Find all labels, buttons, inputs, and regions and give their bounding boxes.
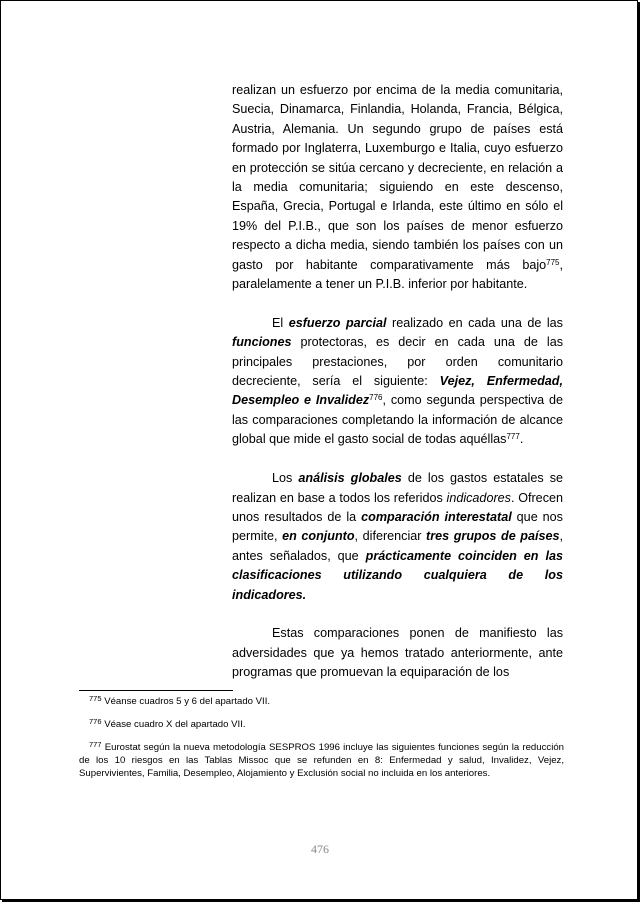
page-number: 476 — [311, 842, 329, 856]
emphasis-text: prácticamente coinciden en las clasificaciones utilizando cualquiera de los indicadores. — [232, 548, 563, 602]
paragraph — [232, 314, 563, 450]
text-run: , antes señalados, que — [232, 529, 563, 563]
footnote-text: Eurostat según la nueva metodología SESPROS 1996 incluye las siguientes funciones según la reducción de los 10 riesgos en las Tablas Missoc que se refunden en 8: Enfermedad y salud, Invalidez, Vejez, Supervivientes, Familia, Desempleo, Alojamiento y Exclusión social no incluida en los anteriores. — [79, 742, 564, 779]
italic-text: indicadores — [446, 490, 511, 505]
footnote-number: 777 — [89, 740, 102, 749]
footnote-text: Véanse cuadros 5 y 6 del apartado VII. — [104, 696, 271, 707]
text-run: , como segunda perspectiva de las comparaciones completando la información de alcance global que mide el gasto social de todas aquéllas — [232, 393, 564, 447]
text-run: que nos permite, — [232, 509, 563, 544]
text-run: realizan un esfuerzo por encima de la media comunitaria, Suecia, Dinamarca, Finlandia, Holanda, Francia, Bélgica, Austria, Alemania. Un segundo grupo de países está formado por Inglaterra, Luxemburgo e Italia, cuyo esfuerzo en protección se sitúa cercano y decreciente, en relación a la media comunitaria; siguiendo en este descenso, España, Grecia, Portugal e Irlanda, este último en sólo el 19% del P.I.B., que son los países de menor esfuerzo respecto a dicha media, siendo también los países con un gasto por habitante comparativamente más bajo — [232, 83, 563, 272]
footnote-ref: 777 — [506, 432, 520, 442]
footnote — [79, 718, 564, 731]
paragraph — [232, 469, 563, 605]
footnote-number: 776 — [89, 717, 102, 726]
footnotes — [79, 695, 564, 790]
text-run: realizado en cada una de las — [386, 315, 563, 330]
emphasis-text: Vejez, Enfermedad, Desempleo e Invalidez — [232, 374, 563, 408]
paragraph — [232, 624, 563, 682]
footnote — [79, 741, 564, 780]
footnote-separator — [79, 690, 233, 691]
text-run: Estas comparaciones ponen de manifiesto las adversidades que ya hemos tratado anteriormente, ante programas que promuevan la equiparación de los — [232, 626, 563, 680]
body-text — [232, 81, 563, 683]
text-run: de los gastos estatales se realizan en base a todos los referidos — [232, 471, 563, 505]
text-run: , diferenciar — [354, 529, 427, 544]
emphasis-text: tres grupos de países — [426, 529, 560, 544]
footnote — [79, 695, 564, 708]
emphasis-text: funciones — [232, 335, 292, 350]
text-run: . Ofrecen unos resultados de la — [232, 490, 563, 524]
paragraph — [232, 81, 563, 294]
text-run: protectoras, es decir en cada una de las principales prestaciones, por orden comunitario decreciente, sería el siguiente: — [232, 335, 563, 389]
emphasis-text: esfuerzo parcial — [288, 315, 387, 330]
emphasis-text: en conjunto — [282, 529, 355, 544]
footnote-ref: 775 — [546, 257, 560, 267]
emphasis-text: comparación interestatal — [361, 509, 512, 524]
emphasis-text: análisis globales — [298, 471, 402, 486]
text-run: . — [519, 432, 524, 447]
text-run: El — [272, 315, 289, 330]
footnote-number: 775 — [89, 694, 102, 703]
footnote-text: Véase cuadro X del apartado VII. — [104, 719, 246, 730]
text-run: , paralelamente a tener un P.I.B. inferior por habitante. — [232, 257, 563, 292]
footnote-ref: 776 — [369, 393, 383, 403]
text-run: Los — [272, 471, 299, 486]
